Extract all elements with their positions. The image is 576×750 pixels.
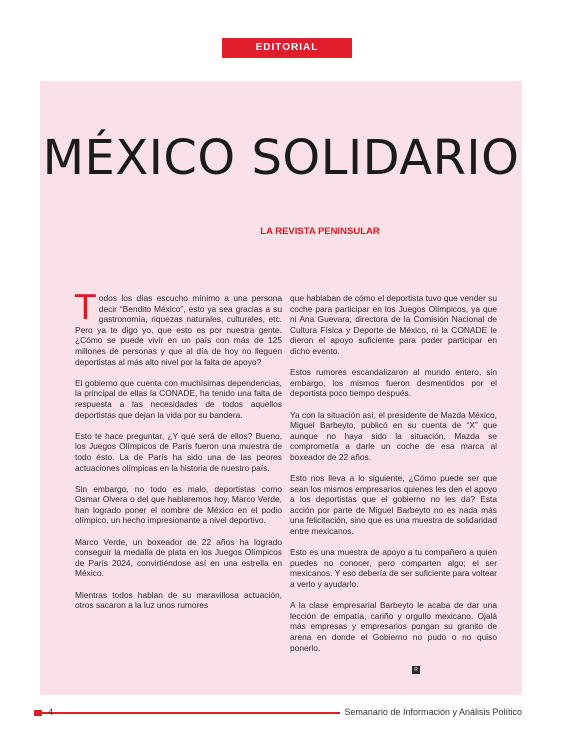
byline: LA REVISTA PENINSULAR: [260, 226, 380, 237]
paragraph: A la clase empresarial Barbeyto le acaba de dar una lección de empatía, cariño y orgullo mexicano. Ojalá más empresas y empresarios pongan su granito de arena en donde el Gobierno no pudo o no quiso ponerlo.: [290, 600, 497, 653]
paragraph: [75, 288, 282, 367]
paragraph: Esto te hace preguntar, ¿Y qué será de ellos? Bueno, los Juegos Olímpicos de París fueron una muestra de todo ésto. La de París ha sido una de las peores actuaciones olímpicas en la historia de nuestro país.: [75, 430, 282, 473]
paragraph: Ya con la situación así, el presidente de Mazda México, Miguel Barbeyto, publicó en su cuenta de “X” que aunque no haya sido la situación, Mazda se comprometía a darle un coche de esa marca al boxeador de 22 años.: [290, 409, 497, 462]
section-tag: EDITORIAL: [222, 38, 352, 58]
paragraph: Mientras todos hablan de su maravillosa actuación, otros sacaron a la luz unos rumores: [75, 589, 282, 611]
paragraph-text: odos los días escucho mínimo a una persona decir “Bendito México”, esto ya sea gracias a su gastronomía, riquezas naturales, culturales, etc. Pero ya te digo yo, que esto es por nuestra gente. ¿Cómo se puede vivir en un país con más de 125 millones de personas y que al día de hoy no lleguen deportistas al más alto nivel por la falta de apoyo?: [75, 293, 282, 367]
page-title: MÉXICO SOLIDARIO: [42, 130, 520, 186]
end-mark-icon: R: [412, 666, 420, 674]
end-mark-row: [290, 664, 497, 675]
article-column-right: [290, 293, 497, 685]
paragraph: El gobierno que cuenta con muchísimas dependencias, la principal de ellas la CONADE, ha tenido una falta de respuesta a las necesidades de todos aquellos deportistas que dejan la vida por su bandera.: [75, 377, 282, 420]
paragraph: Marco Verde, un boxeador de 22 años ha logrado conseguir la medalla de plata en los Juegos Olímpicos de París 2024, convirtiéndose así en una estrella en México.: [75, 536, 282, 579]
page-number: 4: [48, 707, 54, 717]
paragraph: Estos rumores escandalizaron al mundo entero, sin embargo, los mismos fueron desmentidos por el deportista poco tiempo después.: [290, 367, 497, 399]
paragraph: Esto nos lleva a lo siguiente, ¿Cómo puede ser que sean los mismos empresarios quienes les den el apoyo a los deportistas que el gobierno no les da? Esta acción por parte de Miguel Barbeyto no es nada más una felicitación, sino que es una muestra de solidaridad entre mexicanos.: [290, 473, 497, 537]
paragraph: Esto es una muestra de apoyo a tu compañero a quien puedes no conocer, pero comparten algo; el ser mexicanos. Y eso debería de ser suficiente para voltear a verlo y ayudarlo.: [290, 547, 497, 590]
page-marker-icon: [34, 710, 42, 716]
publication-name: Semanario de Información y Análisis Político: [340, 706, 522, 718]
article-column-left: [75, 288, 282, 621]
paragraph: que hablaban de cómo el deportista tuvo que vender su coche para participar en los Juegos Olímpicos, ya que ni Ana Guevara, directora de la Comisión Nacional de Cultura Física y Deporte de México, ni la CONADE le dieron el apoyo suficiente para poder participar en dicho evento.: [290, 293, 497, 356]
paragraph: Sin embargo, no todo es malo, deportistas como Osmar Olvera o del que hablaremos hoy, Marco Verde, han logrado poner el nombre de México en el podio olímpico, un hecho impresionante a nivel deportivo.: [75, 483, 282, 526]
drop-cap: T: [75, 288, 96, 328]
